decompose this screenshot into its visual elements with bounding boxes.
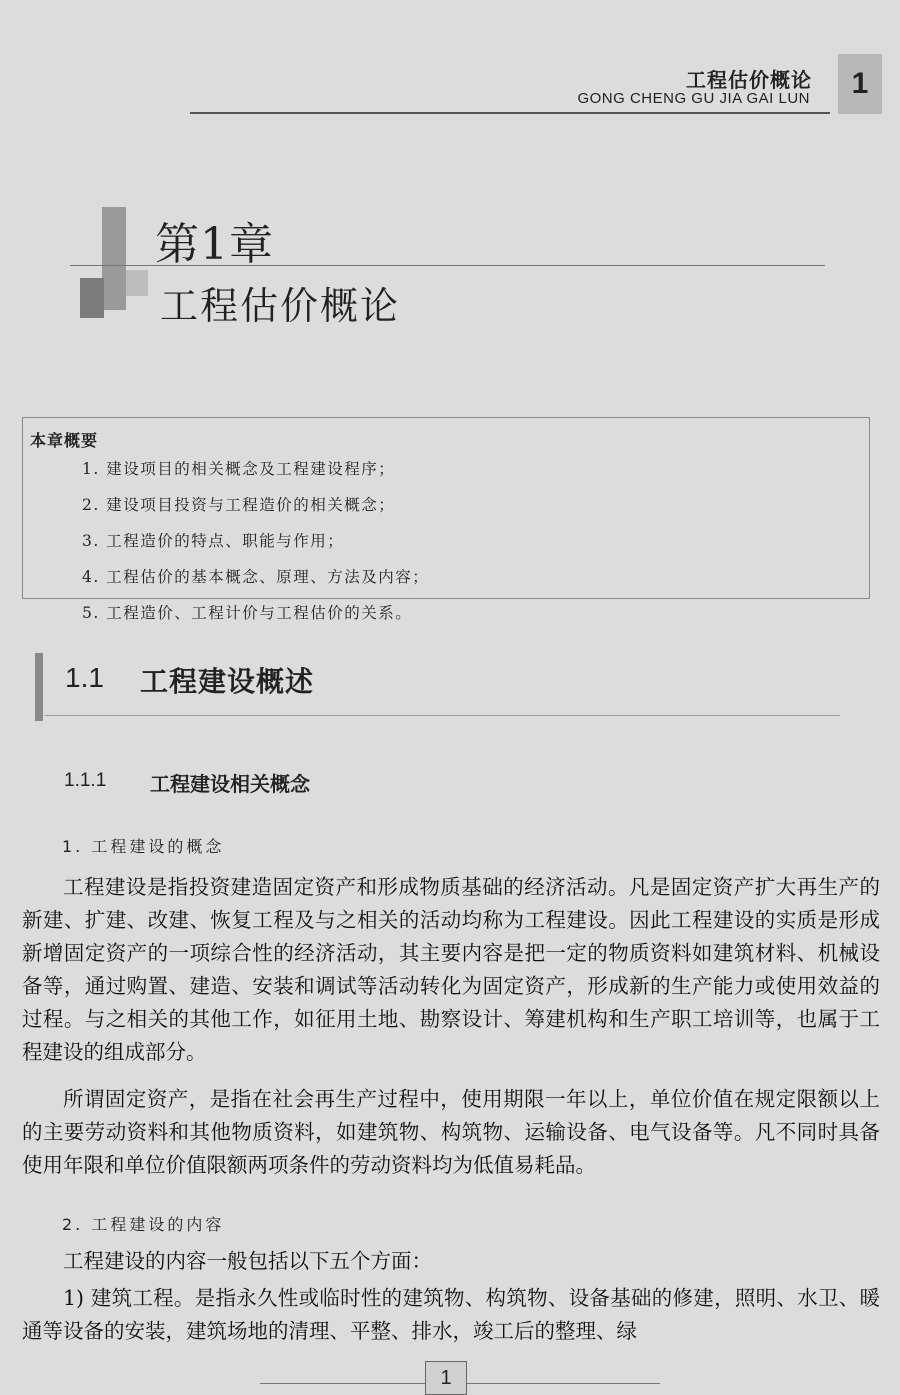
running-header-title: 工程估价概论 — [686, 68, 812, 92]
chapter-decoration-bar — [102, 207, 126, 310]
chapter-number: 第1章 — [155, 219, 274, 270]
chapter-overview-list — [82, 456, 429, 636]
overview-item: 1. 建设项目的相关概念及工程建设程序； — [82, 460, 396, 478]
overview-item: 4. 工程估价的基本概念、原理、方法及内容； — [82, 568, 430, 586]
paragraph-fixed-assets: 所谓固定资产，是指在社会再生产过程中，使用期限一年以上，单位价值在规定限额以上的主要劳动资料和其他物质资料，如建筑物、构筑物、运输设备、电气设备等。凡不同时具备使用年限和单位价值限额两项条件的劳动资料均为低值易耗品。 — [22, 1087, 880, 1177]
heading-content: 2. 工程建设的内容 — [62, 1215, 225, 1234]
running-header-pinyin: GONG CHENG GU JIA GAI LUN — [577, 90, 810, 107]
overview-item: 5. 工程造价、工程计价与工程估价的关系。 — [82, 604, 413, 622]
paragraph-definition: 工程建设是指投资建造固定资产和形成物质基础的经济活动。凡是固定资产扩大再生产的新建、扩建、改建、恢复工程及与之相关的活动均称为工程建设。因此工程建设的实质是形成新增固定资产的一项综合性的经济活动，其主要内容是把一定的物质资料如建筑材料、机械设备等，通过购置、建造、安装和调试等活动转化为固定资产，形成新的生产能力或使用效益的过程。与之相关的其他工作，如征用土地、勘察设计、筹建机构和生产职工培训等，也属于工程建设的组成部分。 — [22, 875, 880, 1064]
page-number: 1 — [425, 1361, 467, 1395]
paragraph-construction-work: 1) 建筑工程。是指永久性或临时性的建筑物、构筑物、设备基础的修建，照明、水卫、暖通等设备的安装，建筑场地的清理、平整、排水，竣工后的整理、绿 — [22, 1286, 880, 1343]
section-title: 工程建设概述 — [140, 665, 315, 698]
paragraph-content-intro: 工程建设的内容一般包括以下五个方面： — [63, 1249, 432, 1273]
chapter-decoration-square — [126, 270, 148, 296]
chapter-badge: 1 — [838, 54, 882, 114]
heading-concept: 1. 工程建设的概念 — [62, 837, 225, 856]
section-rule — [45, 715, 840, 716]
subsection-title: 工程建设相关概念 — [150, 772, 310, 796]
subsection-number: 1.1.1 — [64, 770, 107, 791]
section-number: 1.1 — [65, 662, 104, 693]
overview-item: 3. 工程造价的特点、职能与作用； — [82, 532, 345, 550]
section-decoration-bar — [35, 653, 43, 721]
chapter-title: 工程估价概论 — [160, 284, 401, 328]
overview-item: 2. 建设项目投资与工程造价的相关概念； — [82, 496, 396, 514]
header-divider — [190, 112, 830, 114]
chapter-decoration-block — [80, 278, 104, 318]
chapter-overview-label: 本章概要 — [30, 431, 99, 450]
